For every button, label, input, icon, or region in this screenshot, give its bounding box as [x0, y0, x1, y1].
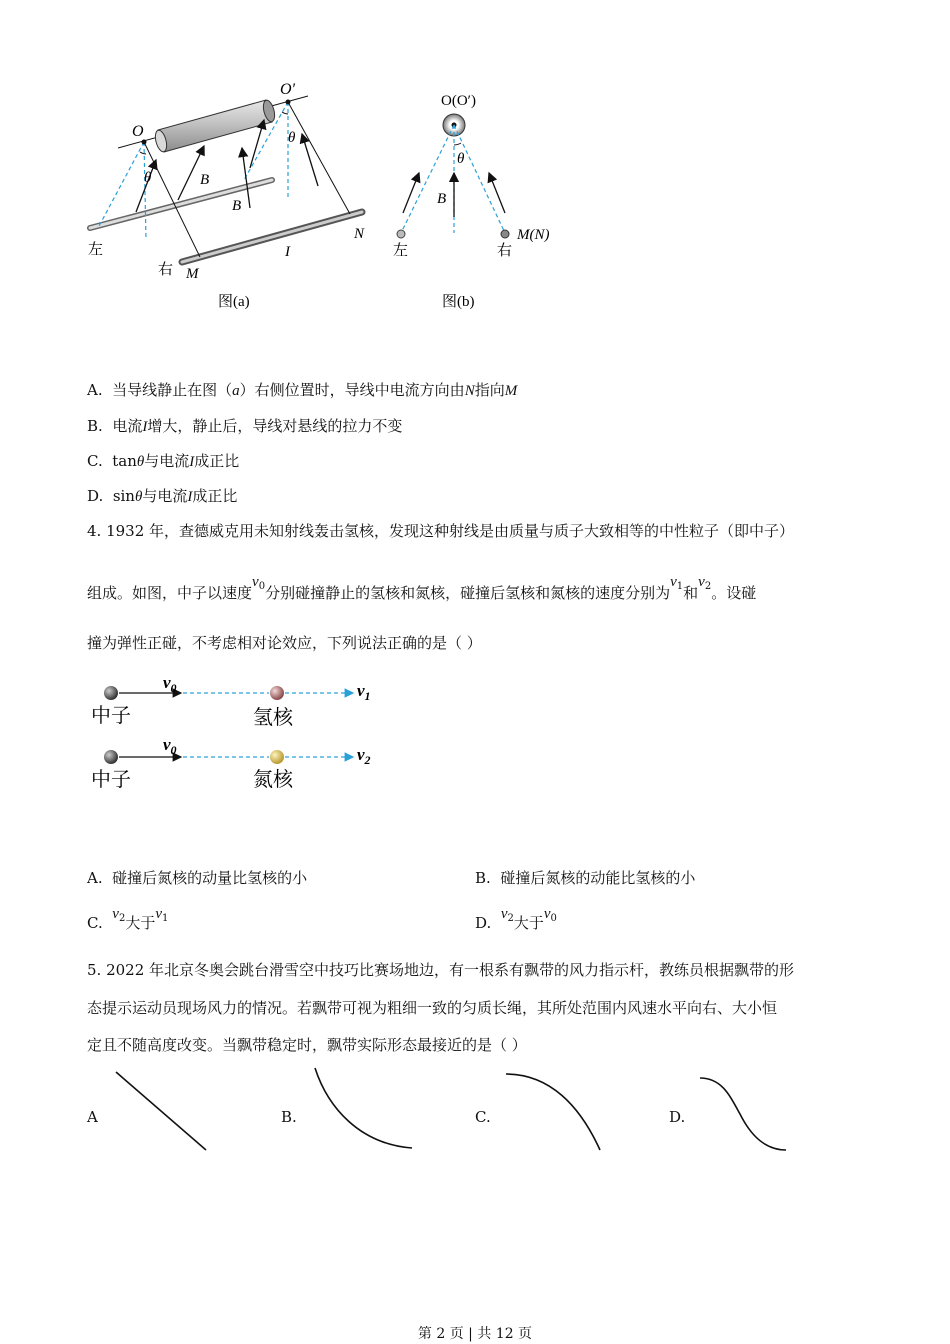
neutron-ball-2 — [104, 750, 118, 764]
q5-option-d-label[interactable]: D. — [669, 1108, 686, 1126]
label-left-b: 左 — [393, 241, 409, 259]
label-m-n: M(N) — [517, 227, 550, 243]
q4-line-3: 撞为弹性正碰，不考虑相对论效应，下列说法正确的是（ ） — [87, 634, 482, 652]
caption-a: 图(a) — [218, 294, 250, 310]
label-i: I — [285, 244, 290, 260]
q5-option-b-curve[interactable] — [310, 1064, 420, 1154]
label-o-prime: O′ — [280, 81, 296, 98]
hydrogen-ball — [270, 686, 284, 700]
label-n: N — [354, 226, 365, 242]
page-footer: 第 2 页 | 共 12 页 — [417, 1326, 533, 1342]
q5-line-2: 态提示运动员现场风力的情况。若飘带可视为粗细一致的匀质长绳，其所处范围内风速水平向右、大小恒 — [87, 999, 778, 1017]
q5-option-d-curve[interactable] — [694, 1070, 794, 1156]
label-theta-a1: θ — [144, 170, 152, 186]
figure-b — [385, 85, 575, 320]
figure-a — [80, 70, 380, 320]
label-right-b: 右 — [497, 241, 513, 259]
q4-line-1: 4. 1932 年，查德威克用未知射线轰击氢核，发现这种射线是由质量与质子大致相等的中性粒子（即中子） — [87, 522, 795, 540]
q5-option-a-curve[interactable] — [110, 1066, 220, 1156]
svg-text:v0: $v_0$ — [163, 673, 177, 695]
label-neutron-2: 中子 — [91, 767, 131, 791]
label-hydrogen: 氢核 — [253, 705, 293, 729]
label-o-oprime: O(O′) — [441, 93, 476, 109]
q5-option-c-curve[interactable] — [500, 1066, 610, 1156]
label-left-a: 左 — [88, 240, 104, 258]
rotating-cylinder — [153, 99, 276, 153]
q3-option-d[interactable]: D. sinθ与电流I成正比 — [87, 487, 238, 505]
svg-text:v1: $v_1$ — [357, 681, 371, 703]
label-m: M — [186, 266, 199, 282]
collision-figure — [85, 668, 385, 798]
q5-option-c-label[interactable]: C. — [475, 1108, 491, 1126]
label-b-b: B — [437, 191, 447, 207]
label-b-a1: B — [200, 172, 210, 188]
q5-line-3: 定且不随高度改变。当飘带稳定时，飘带实际形态最接近的是（ ） — [87, 1036, 527, 1054]
caption-b: 图(b) — [442, 294, 475, 310]
q4-option-d[interactable]: D. $v_2$大于$v_0$ — [475, 906, 557, 932]
label-right-a: 右 — [158, 260, 174, 278]
label-theta-b: θ — [457, 151, 465, 167]
q3-option-a[interactable]: A. 当导线静止在图（a）右侧位置时，导线中电流方向由N指向M — [87, 381, 518, 399]
q5-line-1: 5. 2022 年北京冬奥会跳台滑雪空中技巧比赛场地边，有一根系有飘带的风力指示杆，教练员根据飘带的形 — [87, 961, 795, 979]
label-o: O — [132, 123, 144, 140]
nitrogen-ball — [270, 750, 284, 764]
q4-option-a[interactable]: A. 碰撞后氮核的动量比氢核的小 — [87, 869, 308, 887]
label-b-a2: B — [232, 198, 242, 214]
q5-option-a-label[interactable]: A — [87, 1108, 98, 1126]
svg-text:v2: $v_2$ — [357, 745, 371, 767]
q3-option-c[interactable]: C. tanθ与电流I成正比 — [87, 452, 240, 470]
neutron-ball-1 — [104, 686, 118, 700]
q4-option-c[interactable]: C. $v_2$大于$v_1$ — [87, 906, 169, 932]
label-theta-a2: θ — [288, 130, 296, 146]
q4-option-b[interactable]: B. 碰撞后氮核的动能比氢核的小 — [475, 869, 696, 887]
svg-text:v0: $v_0$ — [163, 735, 177, 757]
q3-option-b[interactable]: B. 电流I增大，静止后，导线对悬线的拉力不变 — [87, 417, 403, 435]
label-nitrogen: 氮核 — [253, 767, 293, 791]
q5-option-b-label[interactable]: B. — [281, 1108, 297, 1126]
label-neutron-1: 中子 — [91, 703, 131, 727]
q4-line-2: 组成。如图，中子以速度$v_0$分别碰撞静止的氢核和氮核，碰撞后氢核和氮核的速度分别为$v_1$和$v_2$。设碰 — [87, 574, 757, 602]
